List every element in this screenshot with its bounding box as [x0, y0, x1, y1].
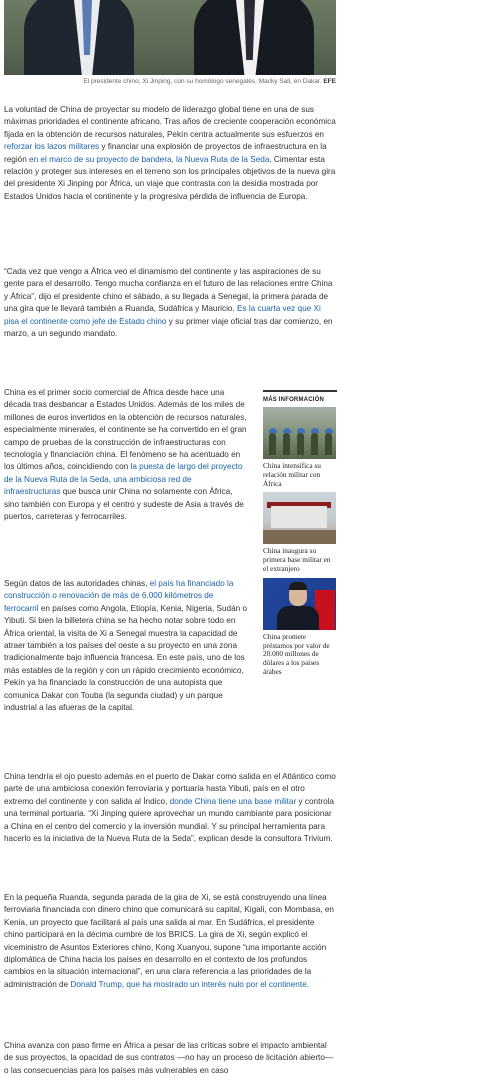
article-paragraph-6: En la pequeña Ruanda, segunda parada de la gira de Xi, se está construyendo una línea ferroviaria financiada con dinero chino que comunicará su capital, Kigali, con Mombasa, en Kenia, un proyecto que facilitará al país una salida al mar. En Sudáfrica, el presidente chino participará en la décima cumbre de los BRICS. La gira de Xi, según explicó el viceministro de Asuntos Exteriores chino, Kong Xuanyou, supone “una importante acción diplomática de China hacia los países en desarrollo en el contexto de los profundos cambios en la situación internacional”, en una clara referencia a las prioridades de la administración de Donald Trump, que ha mostrado un interés nulo por el continente. — [4, 893, 334, 989]
link-base-militar[interactable]: donde China tiene una base militar — [169, 796, 297, 806]
link-puesta-de-largo[interactable]: la puesta de largo del proyecto de la Nueva Ruta de la Seda, una ambiciosa red de infraestructuras — [4, 462, 243, 497]
article-paragraph-1: La voluntad de China de proyectar su modelo de liderazgo global tiene en una de sus máximas prioridades el continente africano. Tras años de creciente cooperación económica fijada en la obtención de recursos naturales, Pekín centra actualmente sus esfuerzos en reforzar los lazos militares y financiar una explosión de proyectos de infraestructura en la región en el marco de su proyecto de bandera, la Nueva Ruta de la Seda. Cimentar esta relación y proteger sus intereses en el terreno son los principales objetivos de la nueva gira del presidente Xi Jinping por África, un viaje que contrasta con la desidia mostrada por Estados Unidos hacia el continente y la progresiva pérdida de influencia de Europa. — [4, 105, 336, 201]
article-paragraph-3: China es el primer socio comercial de África desde hace una década tras desbancar a Estados Unidos. Además de los miles de millones de euros invertidos en la obtención de recursos naturales, especialmente minerales, el continente se ha convertido en el gran campo de pruebas de la construcción de infraestructuras con tecnología y financiación china. El fenómeno se ha acentuado en los últimos años, coincidiendo con la puesta de largo del proyecto de la Nueva Ruta de la Seda, una ambiciosa red de infraestructuras que busca unir China no solamente con África, sino también con Europa y el centro y sudeste de Asia a través de puertos, carreteras y ferrocarriles. — [4, 388, 247, 522]
related-title-3[interactable]: China promete préstamos por valor de 20.000 millones de dólares a los países árabes — [263, 631, 330, 676]
related-title-1[interactable]: China intensifica su relación militar con África — [263, 461, 321, 488]
link-donald-trump[interactable]: Donald Trump, que ha mostrado un interés nulo por el continente — [70, 979, 307, 989]
article-paragraph-4: Según datos de las autoridades chinas, el país ha financiado la construcción o renovación de más de 6.000 kilómetros de ferrocarril en países como Angola, Etiopía, Kenia, Nigeria, Sudán o Yibuti. Si bien la billetera china se ha hecho notar sobre todo en África oriental, la visita de Xi a Senegal muestra la capacidad de atraer también a los países del oeste a su proyecto en una zona tradicionalmente bajo influencia francesa. En este país, uno de los más estables de la región y con un rápido crecimiento económico, Pekín ya ha financiado la construcción de una autopista que comunica Dakar con Touba (la segunda ciudad) y un parque industrial a las afueras de la capital. — [4, 579, 248, 713]
related-thumbnail-base[interactable] — [263, 492, 336, 544]
article-paragraph-5: China tendría el ojo puesto además en el puerto de Dakar como salida en el Atlántico como parte de una ambiciosa conexión ferroviaria y portuaria hasta Yibuti, país en el otro extremo del continente y con salida al Índico, donde China tiene una base militar y controla una terminal portuaria. “Xi Jinping quiere aprovechar un mundo cambiante para posicionar a China en el centro del comercio y la inversión mundial. Y su principal herramienta para hacerlo es la iniciativa de la Nueva Ruta de la Seda”, explican desde la consultora Trivium. — [4, 772, 336, 844]
sidebar-heading: MÁS INFORMACIÓN — [263, 397, 324, 403]
article-photo — [4, 0, 336, 75]
more-info-sidebar — [263, 390, 337, 677]
article-paragraph-2: “Cada vez que vengo a África veo el dinamismo del continente y las aspiraciones de su gente para el desarrollo. Tengo mucha confianza en el futuro de las relaciones entre China y África”, dijo el presidente chino el sábado, a su llegada a Senegal, la primera parada de una gira que le llevará también a Ruanda, Sudáfrica y Mauricio. Es la cuarta vez que Xi pisa el continente como jefe de Estado chino y su primer viaje oficial tras dar comienzo, en marzo, a un segundo mandato. — [4, 267, 333, 339]
related-thumbnail-xi-jinping[interactable] — [263, 578, 336, 630]
link-cuarta-vez[interactable]: Es la cuarta vez que Xi pisa el continente como jefe de Estado chino — [4, 304, 321, 326]
photo-caption: El presidente chino, Xi Jinping, con su homólogo senegalés, Macky Sall, en Dakar. EFE — [83, 78, 336, 85]
related-article-2[interactable] — [263, 492, 337, 573]
related-thumbnail-soldiers[interactable] — [263, 407, 336, 459]
photo-credit: EFE — [323, 78, 336, 85]
link-nueva-ruta-seda[interactable]: en el marco de su proyecto de bandera, la Nueva Ruta de la Seda — [29, 154, 270, 164]
related-title-2[interactable]: China inaugura su primera base militar en el extranjero — [263, 546, 331, 573]
related-article-3[interactable] — [263, 578, 337, 677]
link-lazos-militares[interactable]: reforzar los lazos militares — [4, 142, 100, 152]
related-article-1[interactable] — [263, 407, 337, 488]
article-paragraph-7: China avanza con paso firme en África a pesar de las críticas sobre el impacto ambiental de sus proyectos, la opacidad de sus contratos —no hay un proceso de licitación abierto— o las consecuencias para los países más vulnerables en caso — [4, 1041, 334, 1075]
link-6000-km-ferrocarril[interactable]: el país ha financiado la construcción o renovación de más de 6.000 kilómetros de ferrocarril — [4, 579, 234, 613]
